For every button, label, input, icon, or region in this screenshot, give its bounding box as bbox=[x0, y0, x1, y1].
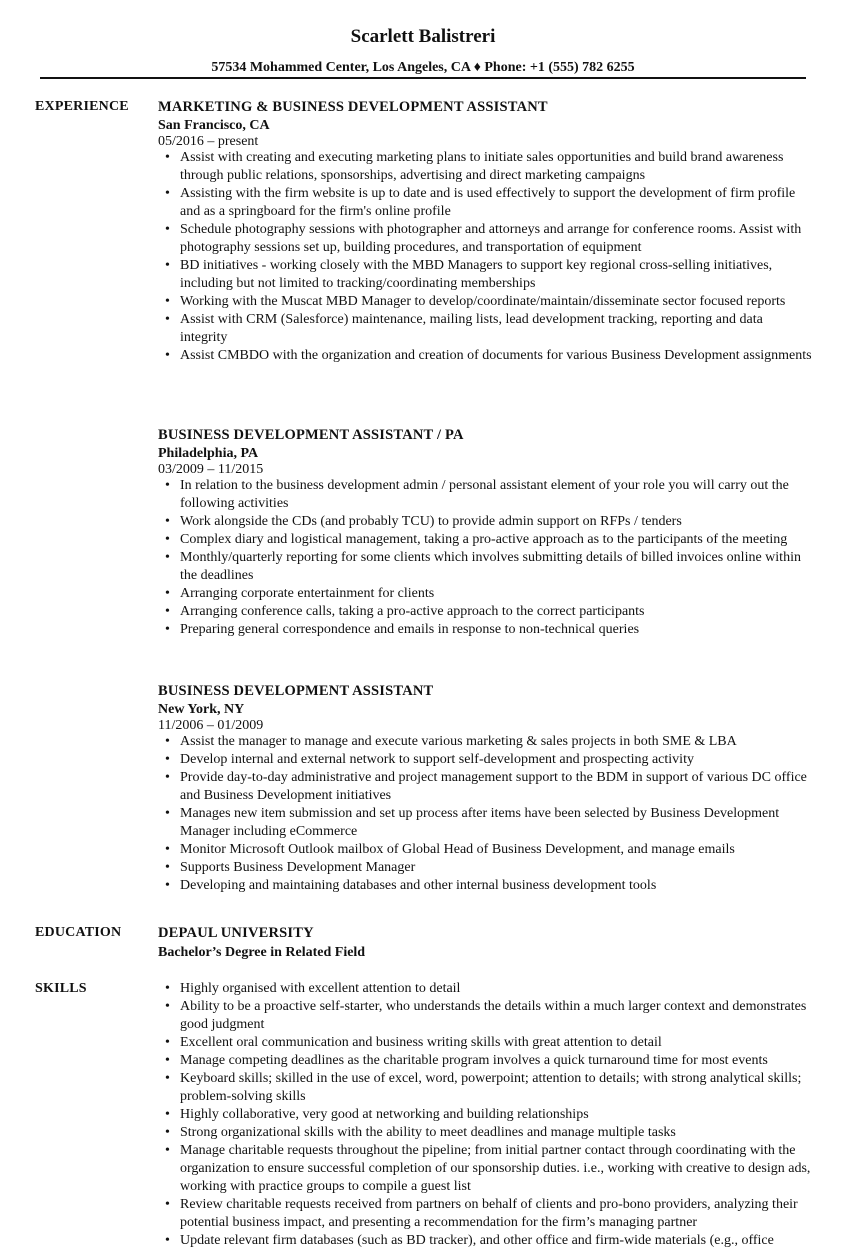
job-location: Philadelphia, PA bbox=[158, 446, 259, 461]
bullet-item: • Provide day-to-day administrative and project management support to the BDM in support of various DC office and Business Development initiatives bbox=[180, 769, 813, 805]
bullet-item: • BD initiatives - working closely with the MBD Managers to support key regional cross-selling initiatives, including but not limited to tracking/coordinating memberships bbox=[180, 257, 813, 293]
bullet-item: • Arranging corporate entertainment for clients bbox=[180, 585, 813, 603]
experience-heading: EXPERIENCE bbox=[35, 99, 129, 114]
job-entry bbox=[158, 426, 813, 639]
bullet-item: • Complex diary and logistical management, taking a pro-active approach as to the participants of the meeting bbox=[180, 531, 813, 549]
bullet-item: • Schedule photography sessions with photographer and attorneys and arrange for conference rooms. Assist with photography sessions set up, building procedures, and transportation of equipment bbox=[180, 221, 813, 257]
bullet-item: • Manage competing deadlines as the charitable program involves a quick turnaround time for most events bbox=[180, 1052, 813, 1070]
candidate-name: Scarlett Balistreri bbox=[350, 26, 496, 47]
job-title: MARKETING & BUSINESS DEVELOPMENT ASSISTANT bbox=[158, 99, 548, 115]
skills-bullets bbox=[158, 980, 813, 1250]
bullet-item: • Highly organised with excellent attention to detail bbox=[180, 980, 813, 998]
job-bullets bbox=[158, 733, 813, 895]
header-divider bbox=[40, 77, 806, 79]
job-entry bbox=[158, 98, 813, 365]
job-dates: 11/2006 – 01/2009 bbox=[158, 718, 264, 733]
job-title: BUSINESS DEVELOPMENT ASSISTANT bbox=[158, 683, 434, 699]
bullet-item: • In relation to the business development admin / personal assistant element of your role you will carry out the following activities bbox=[180, 477, 813, 513]
bullet-item: • Excellent oral communication and business writing skills with great attention to detail bbox=[180, 1034, 813, 1052]
skills-heading: SKILLS bbox=[35, 981, 87, 996]
bullet-item: • Develop internal and external network to support self-development and prospecting activity bbox=[180, 751, 813, 769]
job-location: New York, NY bbox=[158, 702, 245, 717]
bullet-item: • Manages new item submission and set up process after items have been selected by Business Development Manager including eCommerce bbox=[180, 805, 813, 841]
bullet-item: • Review charitable requests received from partners on behalf of clients and pro-bono providers, analyzing their potential business impact, and presenting a recommendation for the firm’s managing partner bbox=[180, 1196, 813, 1232]
bullet-item: • Monthly/quarterly reporting for some clients which involves submitting details of billed invoices online within the deadlines bbox=[180, 549, 813, 585]
school-name: DEPAUL UNIVERSITY bbox=[158, 925, 314, 941]
bullet-item: • Strong organizational skills with the ability to meet deadlines and manage multiple tasks bbox=[180, 1124, 813, 1142]
bullet-item: • Update relevant firm databases (such as BD tracker), and other office and firm-wide materials (e.g., office bbox=[180, 1232, 813, 1250]
degree: Bachelor’s Degree in Related Field bbox=[158, 945, 366, 960]
job-location: San Francisco, CA bbox=[158, 118, 270, 133]
bullet-item: • Arranging conference calls, taking a pro-active approach to the correct participants bbox=[180, 603, 813, 621]
bullet-item: • Preparing general correspondence and emails in response to non-technical queries bbox=[180, 621, 813, 639]
job-dates: 03/2009 – 11/2015 bbox=[158, 462, 264, 477]
bullet-item: • Assist CMBDO with the organization and creation of documents for various Business Development assignments bbox=[180, 347, 813, 365]
bullet-item: • Supports Business Development Manager bbox=[180, 859, 813, 877]
bullet-item: • Assist the manager to manage and execute various marketing & sales projects in both SME & LBA bbox=[180, 733, 813, 751]
bullet-item: • Assist with CRM (Salesforce) maintenance, mailing lists, lead development tracking, reporting and data integrity bbox=[180, 311, 813, 347]
bullet-item: • Work alongside the CDs (and probably TCU) to provide admin support on RFPs / tenders bbox=[180, 513, 813, 531]
contact-line: 57534 Mohammed Center, Los Angeles, CA ♦ Phone: +1 (555) 782 6255 bbox=[211, 60, 635, 75]
skills-entry bbox=[158, 980, 813, 1250]
bullet-item: • Keyboard skills; skilled in the use of excel, word, powerpoint; attention to details; with strong analytical skills; problem-solving skills bbox=[180, 1070, 813, 1106]
job-bullets bbox=[158, 477, 813, 639]
bullet-item: • Assist with creating and executing marketing plans to initiate sales opportunities and build brand awareness through public relations, sponsorships, advertising and direct marketing campaigns bbox=[180, 149, 813, 185]
job-dates: 05/2016 – present bbox=[158, 134, 259, 149]
bullet-item: • Developing and maintaining databases and other internal business development tools bbox=[180, 877, 813, 895]
bullet-item: • Monitor Microsoft Outlook mailbox of Global Head of Business Development, and manage emails bbox=[180, 841, 813, 859]
education-entry bbox=[158, 924, 813, 963]
job-entry bbox=[158, 682, 813, 895]
education-heading: EDUCATION bbox=[35, 925, 122, 940]
bullet-item: • Working with the Muscat MBD Manager to develop/coordinate/maintain/disseminate sector focused reports bbox=[180, 293, 813, 311]
bullet-item: • Ability to be a proactive self-starter, who understands the details within a much larger context and demonstrates good judgment bbox=[180, 998, 813, 1034]
job-bullets bbox=[158, 149, 813, 365]
bullet-item: • Assisting with the firm website is up to date and is used effectively to support the development of firm profile and as a springboard for the firm's online profile bbox=[180, 185, 813, 221]
bullet-item: • Highly collaborative, very good at networking and building relationships bbox=[180, 1106, 813, 1124]
job-title: BUSINESS DEVELOPMENT ASSISTANT / PA bbox=[158, 427, 464, 443]
bullet-item: • Manage charitable requests throughout the pipeline; from initial partner contact through coordinating with the organization to ensure successful completion of our sponsorship duties. i.e., working with creative to design ads, working with practice groups to compile a guest list bbox=[180, 1142, 813, 1196]
